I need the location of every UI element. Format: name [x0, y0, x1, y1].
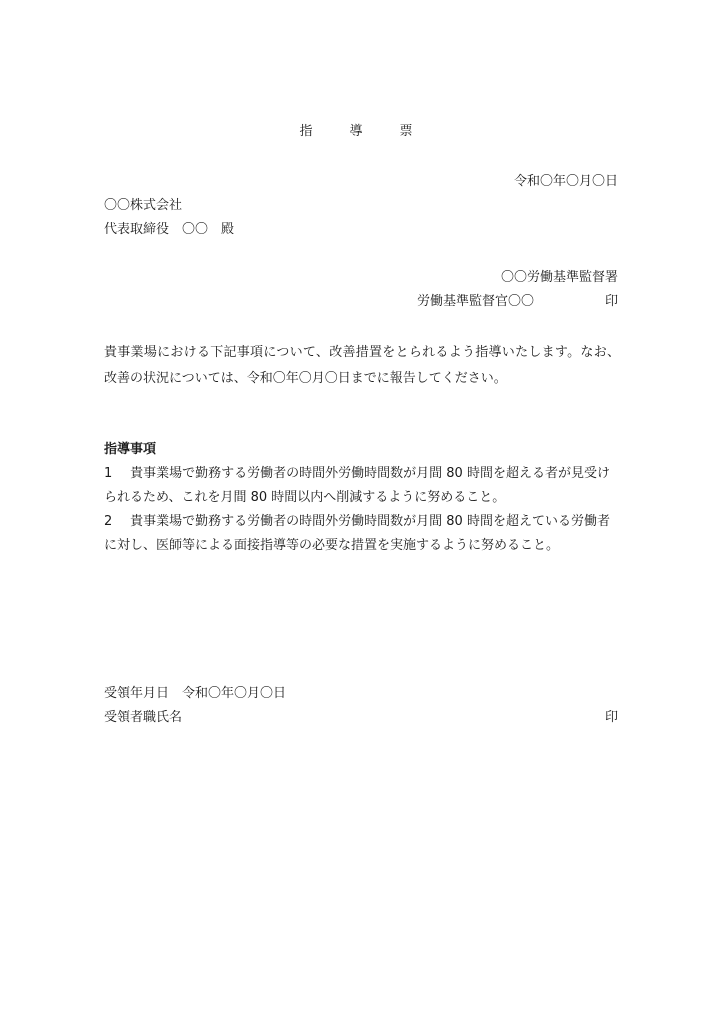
item-number: 1	[104, 466, 113, 481]
document-title: 指 導 票	[299, 124, 425, 139]
section-title: 指導事項	[104, 442, 157, 457]
item-text: 貴事業場で勤務する労働者の時間外労働時間数が月間 80 時間を超えている労働者に対し、医師等による面接指導等の必要な措置を実施するように努めること。	[104, 514, 610, 553]
instruction-item	[104, 462, 620, 510]
receipt-date: 受領年月日 令和〇年〇月〇日	[104, 686, 287, 701]
instruction-item	[104, 510, 620, 558]
recipient-representative: 代表取締役 〇〇 殿	[104, 222, 235, 237]
item-number: 2	[104, 514, 113, 529]
issuer-name: 労働基準監督官〇〇	[416, 294, 534, 309]
issuer-seal-mark: 印	[604, 294, 618, 309]
receipt-name-label: 受領者職氏名	[104, 710, 183, 725]
issue-date: 令和〇年〇月〇日	[513, 174, 618, 189]
recipient-company: 〇〇株式会社	[104, 198, 183, 213]
issuer-office: 〇〇労働基準監督署	[500, 270, 618, 285]
item-text: 貴事業場で勤務する労働者の時間外労働時間数が月間 80 時間を超える者が見受けられるため、これを月間 80 時間以内へ削減するように努めること。	[104, 466, 610, 505]
receipt-seal-mark: 印	[604, 710, 618, 725]
body-paragraph: 貴事業場における下記事項について、改善措置をとられるよう指導いたします。なお、改善の状況については、令和〇年〇月〇日までに報告してください。	[104, 345, 620, 386]
